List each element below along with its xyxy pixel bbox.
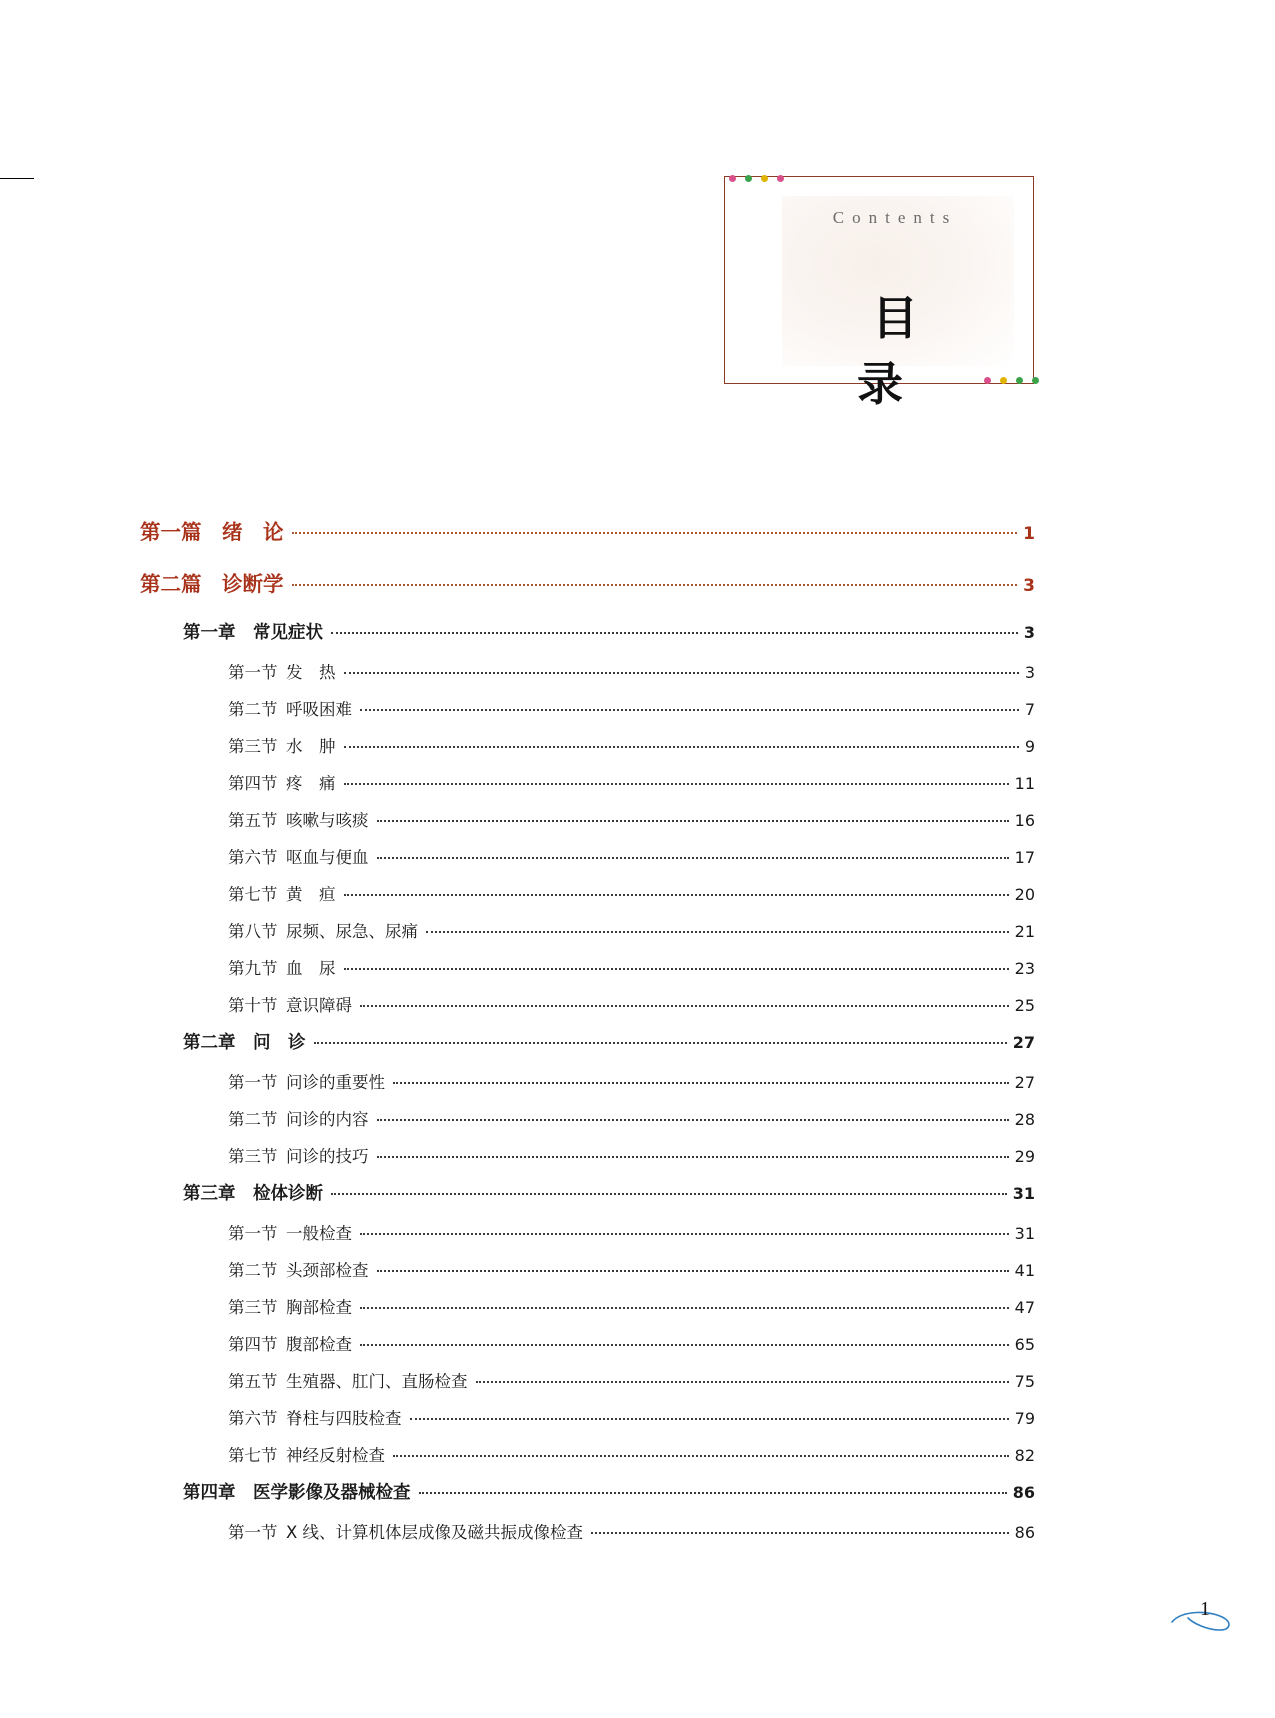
toc-entry-section[interactable] xyxy=(0,955,1275,979)
toc-section-title: 意识障碍 xyxy=(286,996,352,1015)
toc-entry-label: 第一章 常见症状 xyxy=(183,623,323,643)
toc-section-title: 尿频、尿急、尿痛 xyxy=(286,922,418,941)
toc-section-number: 第二节 xyxy=(228,1110,278,1129)
toc-entry-section[interactable] xyxy=(0,770,1275,794)
toc-leader-dots xyxy=(360,1233,1009,1235)
toc-entry-page: 17 xyxy=(1014,848,1035,867)
toc-section-title: X 线、计算机体层成像及磁共振成像检查 xyxy=(286,1523,584,1542)
toc-section-number: 第六节 xyxy=(228,848,278,867)
toc-leader-dots xyxy=(344,968,1009,970)
toc-entry-section[interactable] xyxy=(0,992,1275,1016)
toc-section-number: 第五节 xyxy=(228,1372,278,1391)
toc-entry-page: 75 xyxy=(1014,1372,1035,1391)
toc-entry-label xyxy=(228,1368,468,1392)
toc-entry-section[interactable] xyxy=(0,1069,1275,1093)
toc-entry-label xyxy=(228,1519,583,1543)
toc-leader-dots xyxy=(344,783,1009,785)
toc-section-number: 第八节 xyxy=(228,922,278,941)
toc-entry-label xyxy=(228,807,369,831)
toc-entry-label xyxy=(228,1331,352,1355)
toc-leader-dots xyxy=(377,1270,1009,1272)
toc-entry-label: 第三章 检体诊断 xyxy=(183,1184,323,1204)
toc-section-number: 第三节 xyxy=(228,1298,278,1317)
toc-entry-section[interactable] xyxy=(0,1519,1275,1543)
toc-leader-dots xyxy=(360,1344,1009,1346)
toc-entry-page: 7 xyxy=(1024,700,1035,719)
toc-entry-page: 23 xyxy=(1014,959,1035,978)
toc-leader-dots xyxy=(360,1005,1009,1007)
toc-entry-page: 3 xyxy=(1023,576,1035,596)
toc-leader-dots xyxy=(292,584,1018,586)
toc-leader-dots xyxy=(292,532,1018,534)
toc-entry-section[interactable] xyxy=(0,844,1275,868)
toc-section-number: 第四节 xyxy=(228,1335,278,1354)
toc-leader-dots xyxy=(331,1193,1007,1195)
toc-entry-page: 82 xyxy=(1014,1446,1035,1465)
folio xyxy=(1168,1600,1248,1640)
toc-section-title: 头颈部检查 xyxy=(286,1261,369,1280)
toc-section-title: 黄 疸 xyxy=(286,885,336,904)
toc-section-title: 水 肿 xyxy=(286,737,336,756)
toc-leader-dots xyxy=(377,857,1009,859)
toc-entry-label xyxy=(228,1220,352,1244)
toc-entry-label: 第四章 医学影像及器械检查 xyxy=(183,1483,411,1503)
toc-entry-page: 31 xyxy=(1012,1184,1035,1203)
toc-leader-dots xyxy=(591,1532,1009,1534)
toc-entry-label xyxy=(228,770,336,794)
toc-leader-dots xyxy=(426,931,1009,933)
toc-section-title: 生殖器、肛门、直肠检查 xyxy=(286,1372,468,1391)
toc-section-number: 第一节 xyxy=(228,663,278,682)
toc-entry-section[interactable] xyxy=(0,659,1275,683)
toc-entry-chapter[interactable] xyxy=(0,1180,1275,1205)
toc-entry-label xyxy=(228,844,369,868)
toc-entry-section[interactable] xyxy=(0,1442,1275,1466)
toc-section-number: 第三节 xyxy=(228,737,278,756)
toc-section-title: 呼吸困难 xyxy=(286,700,352,719)
toc-entry-label xyxy=(228,1069,385,1093)
toc-entry-label xyxy=(228,1106,369,1130)
toc-entry-label xyxy=(228,659,336,683)
toc-entry-label: 第二章 问 诊 xyxy=(183,1033,306,1053)
toc-leader-dots xyxy=(476,1381,1009,1383)
toc-entry-section[interactable] xyxy=(0,1257,1275,1281)
toc-entry-section[interactable] xyxy=(0,1294,1275,1318)
toc-entry-page: 27 xyxy=(1014,1073,1035,1092)
toc-entry-chapter[interactable] xyxy=(0,1029,1275,1054)
toc-leader-dots xyxy=(377,1156,1009,1158)
toc-entry-page: 47 xyxy=(1014,1298,1035,1317)
toc-section-title: 胸部检查 xyxy=(286,1298,352,1317)
toc-entry-label xyxy=(228,1442,385,1466)
toc-entry-label xyxy=(228,1143,369,1167)
toc-entry-page: 31 xyxy=(1014,1224,1035,1243)
toc-leader-dots xyxy=(419,1492,1007,1494)
toc-leader-dots xyxy=(360,1307,1009,1309)
toc-leader-dots xyxy=(393,1455,1009,1457)
toc-entry-page: 9 xyxy=(1024,737,1035,756)
toc-entry-section[interactable] xyxy=(0,1368,1275,1392)
toc-entry-part[interactable] xyxy=(0,567,1275,597)
toc-entry-page: 29 xyxy=(1014,1147,1035,1166)
toc-section-number: 第六节 xyxy=(228,1409,278,1428)
toc-leader-dots xyxy=(344,894,1009,896)
toc-entry-label xyxy=(228,918,418,942)
toc-entry-label xyxy=(228,1405,402,1429)
toc-section-title: 一般检查 xyxy=(286,1224,352,1243)
toc-section-number: 第十节 xyxy=(228,996,278,1015)
toc-entry-page: 41 xyxy=(1014,1261,1035,1280)
toc-entry-section[interactable] xyxy=(0,696,1275,720)
toc-entry-label xyxy=(228,1294,352,1318)
toc-section-number: 第三节 xyxy=(228,1147,278,1166)
toc-entry-chapter[interactable] xyxy=(0,619,1275,644)
toc-section-number: 第二节 xyxy=(228,700,278,719)
toc-entry-page: 65 xyxy=(1014,1335,1035,1354)
toc-section-title: 问诊的技巧 xyxy=(286,1147,369,1166)
toc-section-number: 第二节 xyxy=(228,1261,278,1280)
toc-entry-section[interactable] xyxy=(0,918,1275,942)
toc-section-number: 第四节 xyxy=(228,774,278,793)
toc-section-title: 问诊的重要性 xyxy=(286,1073,385,1092)
toc-entry-section[interactable] xyxy=(0,733,1275,757)
toc-leader-dots xyxy=(314,1042,1007,1044)
toc-section-title: 发 热 xyxy=(286,663,336,682)
decorative-dots-top xyxy=(729,175,784,182)
toc-leader-dots xyxy=(331,632,1018,634)
page-title: 目 录 xyxy=(857,291,1024,411)
toc-entry-part[interactable] xyxy=(0,515,1275,545)
toc-section-title: 神经反射检查 xyxy=(286,1446,385,1465)
toc-entry-page: 1 xyxy=(1023,524,1035,544)
toc-entry-page: 3 xyxy=(1024,663,1035,682)
toc-section-title: 血 尿 xyxy=(286,959,336,978)
toc-entry-page: 79 xyxy=(1014,1409,1035,1428)
toc-leader-dots xyxy=(377,1119,1009,1121)
toc-section-number: 第一节 xyxy=(228,1224,278,1243)
toc-entry-page: 16 xyxy=(1014,811,1035,830)
toc-leader-dots xyxy=(410,1418,1009,1420)
toc-entry-label xyxy=(228,1257,369,1281)
toc-entry-section[interactable] xyxy=(0,1220,1275,1244)
toc-section-title: 呕血与便血 xyxy=(286,848,369,867)
contents-english-label: Contents xyxy=(832,208,958,227)
toc-leader-dots xyxy=(344,746,1019,748)
table-of-contents xyxy=(0,515,1275,1556)
toc-entry-page: 21 xyxy=(1014,922,1035,941)
toc-entry-page: 86 xyxy=(1012,1483,1035,1502)
toc-section-title: 脊柱与四肢检查 xyxy=(286,1409,402,1428)
toc-entry-chapter[interactable] xyxy=(0,1479,1275,1504)
toc-entry-page: 25 xyxy=(1014,996,1035,1015)
toc-entry-label xyxy=(228,696,352,720)
toc-entry-label xyxy=(228,955,336,979)
toc-section-number: 第五节 xyxy=(228,811,278,830)
toc-section-number: 第七节 xyxy=(228,885,278,904)
toc-section-number: 第一节 xyxy=(228,1073,278,1092)
toc-entry-label: 第一篇 绪 论 xyxy=(140,520,284,544)
toc-section-number: 第一节 xyxy=(228,1523,278,1542)
toc-entry-section[interactable] xyxy=(0,1405,1275,1429)
toc-entry-label xyxy=(228,881,336,905)
toc-entry-label xyxy=(228,992,352,1016)
toc-entry-section[interactable] xyxy=(0,807,1275,831)
toc-section-number: 第九节 xyxy=(228,959,278,978)
toc-leader-dots xyxy=(344,672,1019,674)
toc-section-number: 第七节 xyxy=(228,1446,278,1465)
toc-entry-page: 20 xyxy=(1014,885,1035,904)
toc-section-title: 问诊的内容 xyxy=(286,1110,369,1129)
toc-entry-page: 28 xyxy=(1014,1110,1035,1129)
toc-section-title: 咳嗽与咳痰 xyxy=(286,811,369,830)
toc-leader-dots xyxy=(360,709,1019,711)
toc-entry-page: 3 xyxy=(1023,623,1035,642)
toc-entry-label xyxy=(228,733,336,757)
toc-leader-dots xyxy=(393,1082,1009,1084)
toc-entry-section[interactable] xyxy=(0,1143,1275,1167)
toc-entry-page: 27 xyxy=(1012,1033,1035,1052)
toc-entry-section[interactable] xyxy=(0,881,1275,905)
toc-entry-section[interactable] xyxy=(0,1106,1275,1130)
toc-entry-page: 11 xyxy=(1014,774,1035,793)
page-number: 1 xyxy=(1200,1598,1210,1620)
toc-entry-label: 第二篇 诊断学 xyxy=(140,572,284,596)
crop-mark xyxy=(0,178,34,179)
toc-section-title: 疼 痛 xyxy=(286,774,336,793)
toc-leader-dots xyxy=(377,820,1009,822)
toc-section-title: 腹部检查 xyxy=(286,1335,352,1354)
toc-entry-section[interactable] xyxy=(0,1331,1275,1355)
toc-entry-page: 86 xyxy=(1014,1523,1035,1542)
